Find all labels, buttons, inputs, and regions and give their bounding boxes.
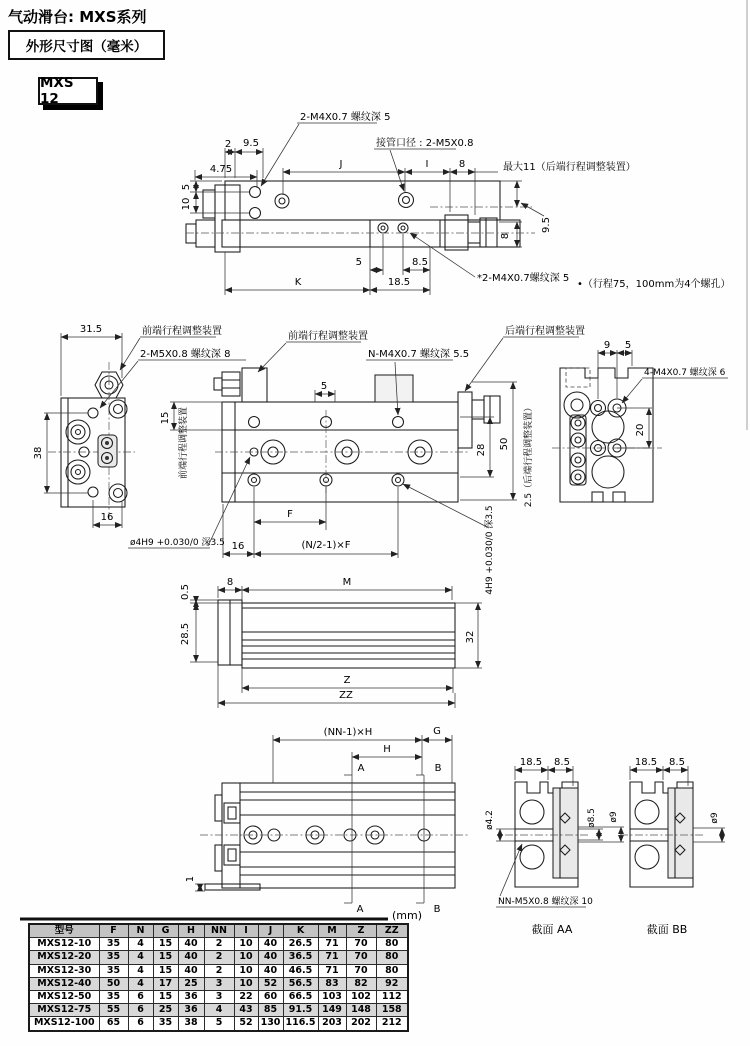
value-cell: 35 (153, 1017, 178, 1031)
dimension-spec-table (28, 923, 409, 1032)
table-row (29, 977, 408, 990)
front-adjuster-label: 前端行程调整装置 (142, 326, 222, 337)
value-cell: 35 (99, 938, 128, 951)
table-row (29, 990, 408, 1003)
max11-note: 最大11（后端行程调整装置） (503, 162, 636, 173)
table-header-cell: Z (346, 924, 376, 938)
value-cell: 10 (234, 951, 258, 964)
drawing-top-side-view (181, 110, 731, 295)
dim-Z: Z (343, 675, 351, 686)
section-aa-view (485, 757, 624, 936)
table-header-cell: F (99, 924, 128, 938)
dim-18-5: 18.5 (634, 757, 658, 768)
section-mark-A-bottom: A (356, 904, 364, 915)
value-cell: 71 (318, 938, 346, 951)
value-cell: 10 (234, 977, 258, 990)
value-cell: 103 (318, 990, 346, 1003)
dim-8-5-bottom: 8.5 (412, 257, 428, 268)
value-cell: 36 (178, 1004, 204, 1017)
value-cell: 80 (376, 964, 408, 977)
dim-4-75: 4.75 (209, 164, 233, 175)
thread-star-label: *2-M4X0.7螺纹深 5 (477, 273, 570, 284)
value-cell: 6 (128, 1004, 153, 1017)
dim-15: 15 (160, 411, 171, 425)
table-header-cell: 型号 (29, 924, 99, 938)
table-row (29, 951, 408, 964)
value-cell: 46.5 (283, 964, 318, 977)
drawing-plan-view (180, 577, 482, 708)
front-adjuster-label: 前端行程调整装置 (288, 331, 368, 342)
model-cell: MXS12-50 (29, 990, 99, 1003)
value-cell: 35 (99, 990, 128, 1003)
value-cell: 38 (178, 1017, 204, 1031)
value-cell: 112 (376, 990, 408, 1003)
value-cell: 10 (234, 964, 258, 977)
dim-18-5: 18.5 (387, 277, 411, 288)
rear-adjuster-rot-label: 2.5（后端行程调整装置） (524, 402, 534, 508)
dim-9: 9 (603, 340, 611, 351)
dim-28: 28 (476, 443, 487, 457)
dim-5-bottom: 5 (355, 257, 362, 268)
page-title: 气动滑台: MXS系列 (8, 8, 147, 26)
section-bb-caption: 截面 BB (646, 923, 688, 936)
dim-16: 16 (231, 541, 245, 552)
value-cell: 36 (178, 990, 204, 1003)
value-cell: 70 (346, 964, 376, 977)
drawing-center-side-view (128, 324, 585, 595)
value-cell: 25 (153, 1004, 178, 1017)
value-cell: 202 (346, 1017, 376, 1031)
table-row (29, 1004, 408, 1017)
model-cell: MXS12-10 (29, 938, 99, 951)
dim-0-5: 0.5 (180, 584, 191, 600)
value-cell: 4 (128, 977, 153, 990)
dim-G: G (433, 726, 441, 737)
dim-16: 16 (100, 512, 114, 523)
pitch-formula: (N/2-1)×F (301, 540, 351, 551)
dim-2: 2 (224, 139, 232, 150)
pitch-formula: (NN-1)×H (323, 727, 373, 738)
value-cell: 158 (376, 1004, 408, 1017)
dim-K: K (294, 277, 302, 288)
thread-label: 4-M4X0.7 螺纹深 6 (644, 368, 726, 378)
thread-label: NN-M5X0.8 螺纹深 10 (498, 897, 593, 907)
value-cell: 35 (99, 951, 128, 964)
value-cell: 52 (234, 1017, 258, 1031)
dia-9: ø9 (609, 811, 619, 823)
dim-5: 5 (624, 340, 632, 351)
value-cell: 40 (178, 964, 204, 977)
dim-18-5: 18.5 (519, 757, 543, 768)
model-cell: MXS12-30 (29, 964, 99, 977)
dim-31-5: 31.5 (79, 324, 103, 335)
port-label: 接管口径 : 2-M5X0.8 (376, 138, 474, 149)
value-cell: 3 (204, 977, 234, 990)
dia-9: ø9 (710, 812, 720, 824)
thread-top-label: 2-M4X0.7 螺纹深 5 (300, 112, 391, 123)
value-cell: 148 (346, 1004, 376, 1017)
model-cell: MXS12-100 (29, 1017, 99, 1031)
value-cell: 4 (128, 951, 153, 964)
value-cell: 2 (204, 938, 234, 951)
value-cell: 25 (178, 977, 204, 990)
drawing-bottom-view (20, 726, 470, 922)
value-cell: 92 (376, 977, 408, 990)
value-cell: 83 (318, 977, 346, 990)
value-cell: 149 (318, 1004, 346, 1017)
section-aa-caption: 截面 AA (531, 923, 573, 936)
value-cell: 15 (153, 951, 178, 964)
dim-F: F (287, 509, 293, 520)
dim-1: 1 (185, 875, 196, 883)
dim-9-5: 9.5 (243, 138, 259, 149)
value-cell: 36.5 (283, 951, 318, 964)
table-header-cell: ZZ (376, 924, 408, 938)
value-cell: 65 (99, 1017, 128, 1031)
value-cell: 43 (234, 1004, 258, 1017)
table-header-cell: H (178, 924, 204, 938)
hole-count-note: •（行程75，100mm为4个螺孔） (577, 279, 731, 290)
drawing-rear-end-view (552, 340, 728, 502)
value-cell: 5 (204, 1017, 234, 1031)
value-cell: 203 (318, 1017, 346, 1031)
value-cell: 71 (318, 951, 346, 964)
thread-label: N-M4X0.7 螺纹深 5.5 (368, 349, 470, 360)
dim-32: 32 (465, 630, 476, 644)
value-cell: 50 (99, 977, 128, 990)
drawing-front-end-view (33, 324, 246, 528)
value-cell: 70 (346, 951, 376, 964)
value-cell: 212 (376, 1017, 408, 1031)
value-cell: 6 (128, 990, 153, 1003)
table-header-row (29, 924, 408, 938)
value-cell: 80 (376, 938, 408, 951)
value-cell: 15 (153, 964, 178, 977)
value-cell: 2 (204, 964, 234, 977)
value-cell: 10 (234, 938, 258, 951)
dim-8-5: 8.5 (554, 757, 570, 768)
dim-I: I (425, 159, 429, 170)
dim-10-left: 10 (181, 197, 192, 211)
dimension-box-label: 外形尺寸图（毫米） (8, 30, 165, 60)
dim-50: 50 (499, 437, 510, 451)
value-cell: 71 (318, 964, 346, 977)
dim-ZZ: ZZ (339, 690, 353, 701)
dim-5: 5 (320, 381, 328, 392)
value-cell: 91.5 (283, 1004, 318, 1017)
dim-20: 20 (635, 423, 646, 437)
value-cell: 17 (153, 977, 178, 990)
dim-8-5: 8.5 (669, 757, 685, 768)
section-mark-B-top: B (434, 763, 442, 774)
value-cell: 4 (204, 1004, 234, 1017)
value-cell: 80 (376, 951, 408, 964)
model-cell: MXS12-75 (29, 1004, 99, 1017)
value-cell: 55 (99, 1004, 128, 1017)
value-cell: 66.5 (283, 990, 318, 1003)
value-cell: 40 (258, 951, 283, 964)
value-cell: 15 (153, 990, 178, 1003)
value-cell: 35 (99, 964, 128, 977)
value-cell: 6 (128, 1017, 153, 1031)
value-cell: 130 (258, 1017, 283, 1031)
front-adjuster-rot-label: 前端行程调整装置 (179, 406, 189, 480)
table-header-cell: NN (204, 924, 234, 938)
dim-8: 8 (226, 577, 234, 588)
table-header-cell: K (283, 924, 318, 938)
value-cell: 4 (128, 938, 153, 951)
dim-28-5: 28.5 (180, 622, 191, 646)
dim-8: 8 (458, 159, 466, 170)
table-row (29, 1017, 408, 1031)
table-row (29, 938, 408, 951)
model-cell: MXS12-20 (29, 951, 99, 964)
table-header-cell: I (234, 924, 258, 938)
dim-38: 38 (33, 446, 44, 460)
value-cell: 22 (234, 990, 258, 1003)
model-label: MXS 12 (38, 77, 98, 105)
dia-4-2: ø4.2 (485, 810, 495, 830)
table-row (29, 964, 408, 977)
value-cell: 40 (258, 938, 283, 951)
value-cell: 52 (258, 977, 283, 990)
value-cell: 40 (178, 938, 204, 951)
value-cell: 26.5 (283, 938, 318, 951)
value-cell: 2 (204, 951, 234, 964)
value-cell: 85 (258, 1004, 283, 1017)
dim-M: M (342, 577, 352, 588)
dim-5-left: 5 (181, 183, 192, 191)
rear-adjuster-label: 后端行程调整装置 (505, 326, 585, 337)
model-cell: MXS12-40 (29, 977, 99, 990)
value-cell: 82 (346, 977, 376, 990)
value-cell: 102 (346, 990, 376, 1003)
table-header-cell: G (153, 924, 178, 938)
value-cell: 40 (178, 951, 204, 964)
value-cell: 116.5 (283, 1017, 318, 1031)
value-cell: 40 (258, 964, 283, 977)
section-mark-B-bottom: B (433, 904, 441, 915)
dim-8-right: 8 (500, 232, 511, 240)
thread-label: 2-M5X0.8 螺纹深 8 (140, 349, 231, 360)
table-header-cell: N (128, 924, 153, 938)
value-cell: 56.5 (283, 977, 318, 990)
table-header-cell: J (258, 924, 283, 938)
value-cell: 3 (204, 990, 234, 1003)
value-cell: 15 (153, 938, 178, 951)
section-mark-A-top: A (357, 763, 365, 774)
value-cell: 4 (128, 964, 153, 977)
dim-J: J (339, 159, 343, 170)
unit-label: (mm) (392, 909, 423, 922)
hole-spec-rot-label: 4H9 +0.030/0 深3.5 (485, 505, 495, 595)
value-cell: 70 (346, 938, 376, 951)
dia-8-5: ø8.5 (587, 808, 597, 828)
section-bb-view (620, 757, 725, 936)
value-cell: 60 (258, 990, 283, 1003)
dim-9-5-right: 9.5 (541, 217, 552, 233)
dim-H: H (383, 744, 391, 755)
table-header-cell: M (318, 924, 346, 938)
hole-spec-label: ø4H9 +0.030/0 深3.5 (130, 538, 225, 548)
